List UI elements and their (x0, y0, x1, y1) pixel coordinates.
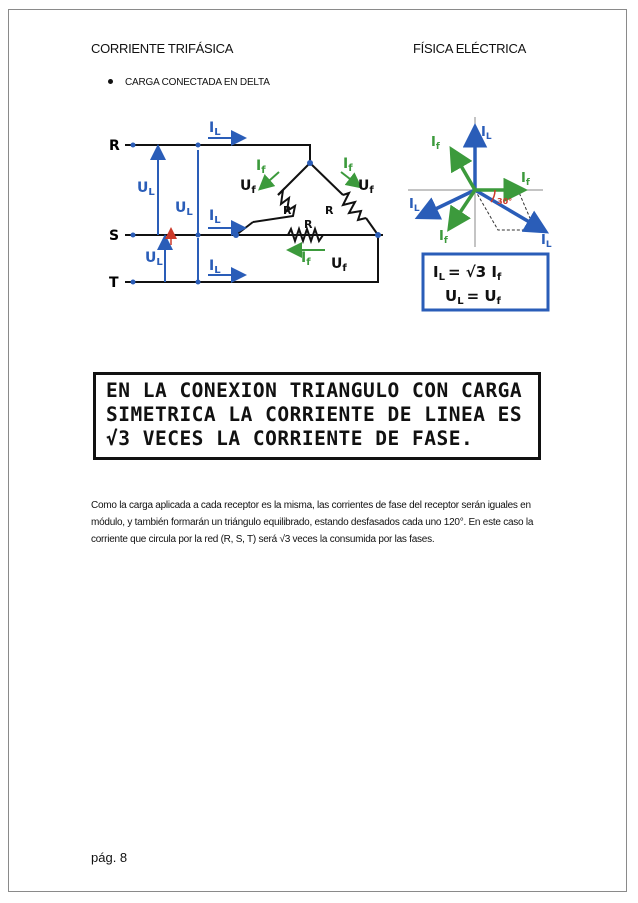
svg-text:If (343, 156, 353, 174)
svg-text:Uf (240, 178, 256, 196)
phasor-diagram (403, 112, 553, 312)
phasor-if-bottom: I (439, 229, 444, 244)
header-right-title: FÍSICA ELÉCTRICA (413, 41, 526, 56)
ul-sub-rs: L (148, 187, 155, 198)
uf-label-3: U (331, 256, 343, 272)
il-sub-r: L (214, 127, 221, 138)
page-number: pág. 8 (91, 850, 128, 865)
ul-sub-st: L (156, 257, 163, 268)
svg-text:If (256, 158, 266, 176)
resistor-label-1: R (283, 204, 292, 217)
formula-1-lhs-sub: L (438, 272, 445, 283)
bullet-text: CARGA CONECTADA EN DELTA (125, 77, 270, 88)
svg-text:IL (209, 120, 221, 138)
phasor-if-right: I (521, 171, 526, 186)
uf-label-2: U (358, 178, 370, 194)
ul-label-st: U (145, 250, 157, 266)
bullet-item (108, 77, 270, 88)
svg-text:If (301, 250, 311, 268)
phasor-il-right-sub: L (545, 240, 552, 250)
line-s-label: S (109, 228, 120, 244)
svg-text:If (521, 171, 530, 188)
if-sub-1: f (261, 165, 266, 176)
uf-sub-2: f (369, 185, 374, 196)
il-sub-s: L (214, 215, 221, 226)
il-sub-t: L (214, 265, 221, 276)
if-label-3: I (301, 250, 307, 266)
if-sub-2: f (348, 163, 353, 174)
svg-text:IL (409, 197, 420, 214)
formula-2-lhs: U (445, 287, 458, 305)
ul-sub-rs2: L (186, 207, 193, 218)
formula-2-lhs-sub: L (457, 296, 464, 307)
svg-text:IL (209, 258, 221, 276)
phasor-il-right: I (541, 233, 546, 248)
uf-sub-1: f (251, 185, 256, 196)
formula-1-lhs: I (433, 263, 439, 281)
bullet-dot-icon (108, 79, 113, 84)
resistor-label-3: R (304, 218, 313, 231)
svg-text:Uf (358, 178, 374, 196)
svg-text:UL= Uf (445, 287, 502, 307)
phasor-il-left: I (409, 197, 414, 212)
formula-1-rhs-sub: f (497, 272, 502, 283)
formula-2-rhs: = U (466, 287, 497, 305)
svg-text:Uf (331, 256, 347, 274)
body-paragraph (91, 497, 551, 548)
phasor-if-top: I (431, 135, 436, 150)
delta-circuit-diagram (103, 110, 393, 300)
svg-text:IL (209, 208, 221, 226)
svg-text:IL (541, 233, 552, 250)
phasor-il-top-sub: L (485, 132, 492, 142)
phasor-if-top-sub: f (435, 142, 440, 152)
phasor-il-top: I (481, 125, 486, 140)
line-t-label: T (109, 275, 119, 291)
il-label-r: I (209, 120, 215, 136)
phasor-il-left-sub: L (413, 204, 420, 214)
uf-sub-3: f (342, 263, 347, 274)
line-r-label: R (109, 138, 120, 154)
resistor-label-2: R (325, 204, 334, 217)
callout-line-1: EN LA CONEXION TRIANGULO CON CARGA (106, 379, 523, 402)
callout-line-2: SIMETRICA LA CORRIENTE DE LINEA ES (106, 403, 523, 426)
phasor-if-bottom-sub: f (443, 236, 448, 246)
svg-text:UL (137, 180, 155, 198)
callout-box (93, 372, 541, 460)
svg-text:UL (175, 200, 193, 218)
header-left-title: CORRIENTE TRIFÁSICA (91, 41, 234, 56)
il-label-s: I (209, 208, 215, 224)
if-sub-3: f (306, 257, 311, 268)
il-label-t: I (209, 258, 215, 274)
svg-text:If (439, 229, 448, 246)
svg-text:If (431, 135, 440, 152)
svg-text:IL (481, 125, 492, 142)
ul-label-rs2: U (175, 200, 187, 216)
formula-1-rhs: = √3 I (447, 263, 498, 281)
paragraph-text: Como la carga aplicada a cada receptor es la misma, las corrientes de fase del receptor serán iguales en módulo, y también formarán un triángulo equilibrado, estando desfasados cada uno 120°. En este caso la corriente que circula por la red (R, S, T) será √3 veces la consumida por las fases. (91, 500, 534, 545)
angle-label: 30° (497, 197, 513, 206)
if-label-2: I (343, 156, 349, 172)
callout-line-3: √3 VECES LA CORRIENTE DE FASE. (106, 427, 474, 450)
if-label-1: I (256, 158, 262, 174)
phasor-if-right-sub: f (525, 178, 530, 188)
uf-label-1: U (240, 178, 252, 194)
formula-2-rhs-sub: f (496, 296, 501, 307)
ul-label-rs: U (137, 180, 149, 196)
svg-text:UL (145, 250, 163, 268)
